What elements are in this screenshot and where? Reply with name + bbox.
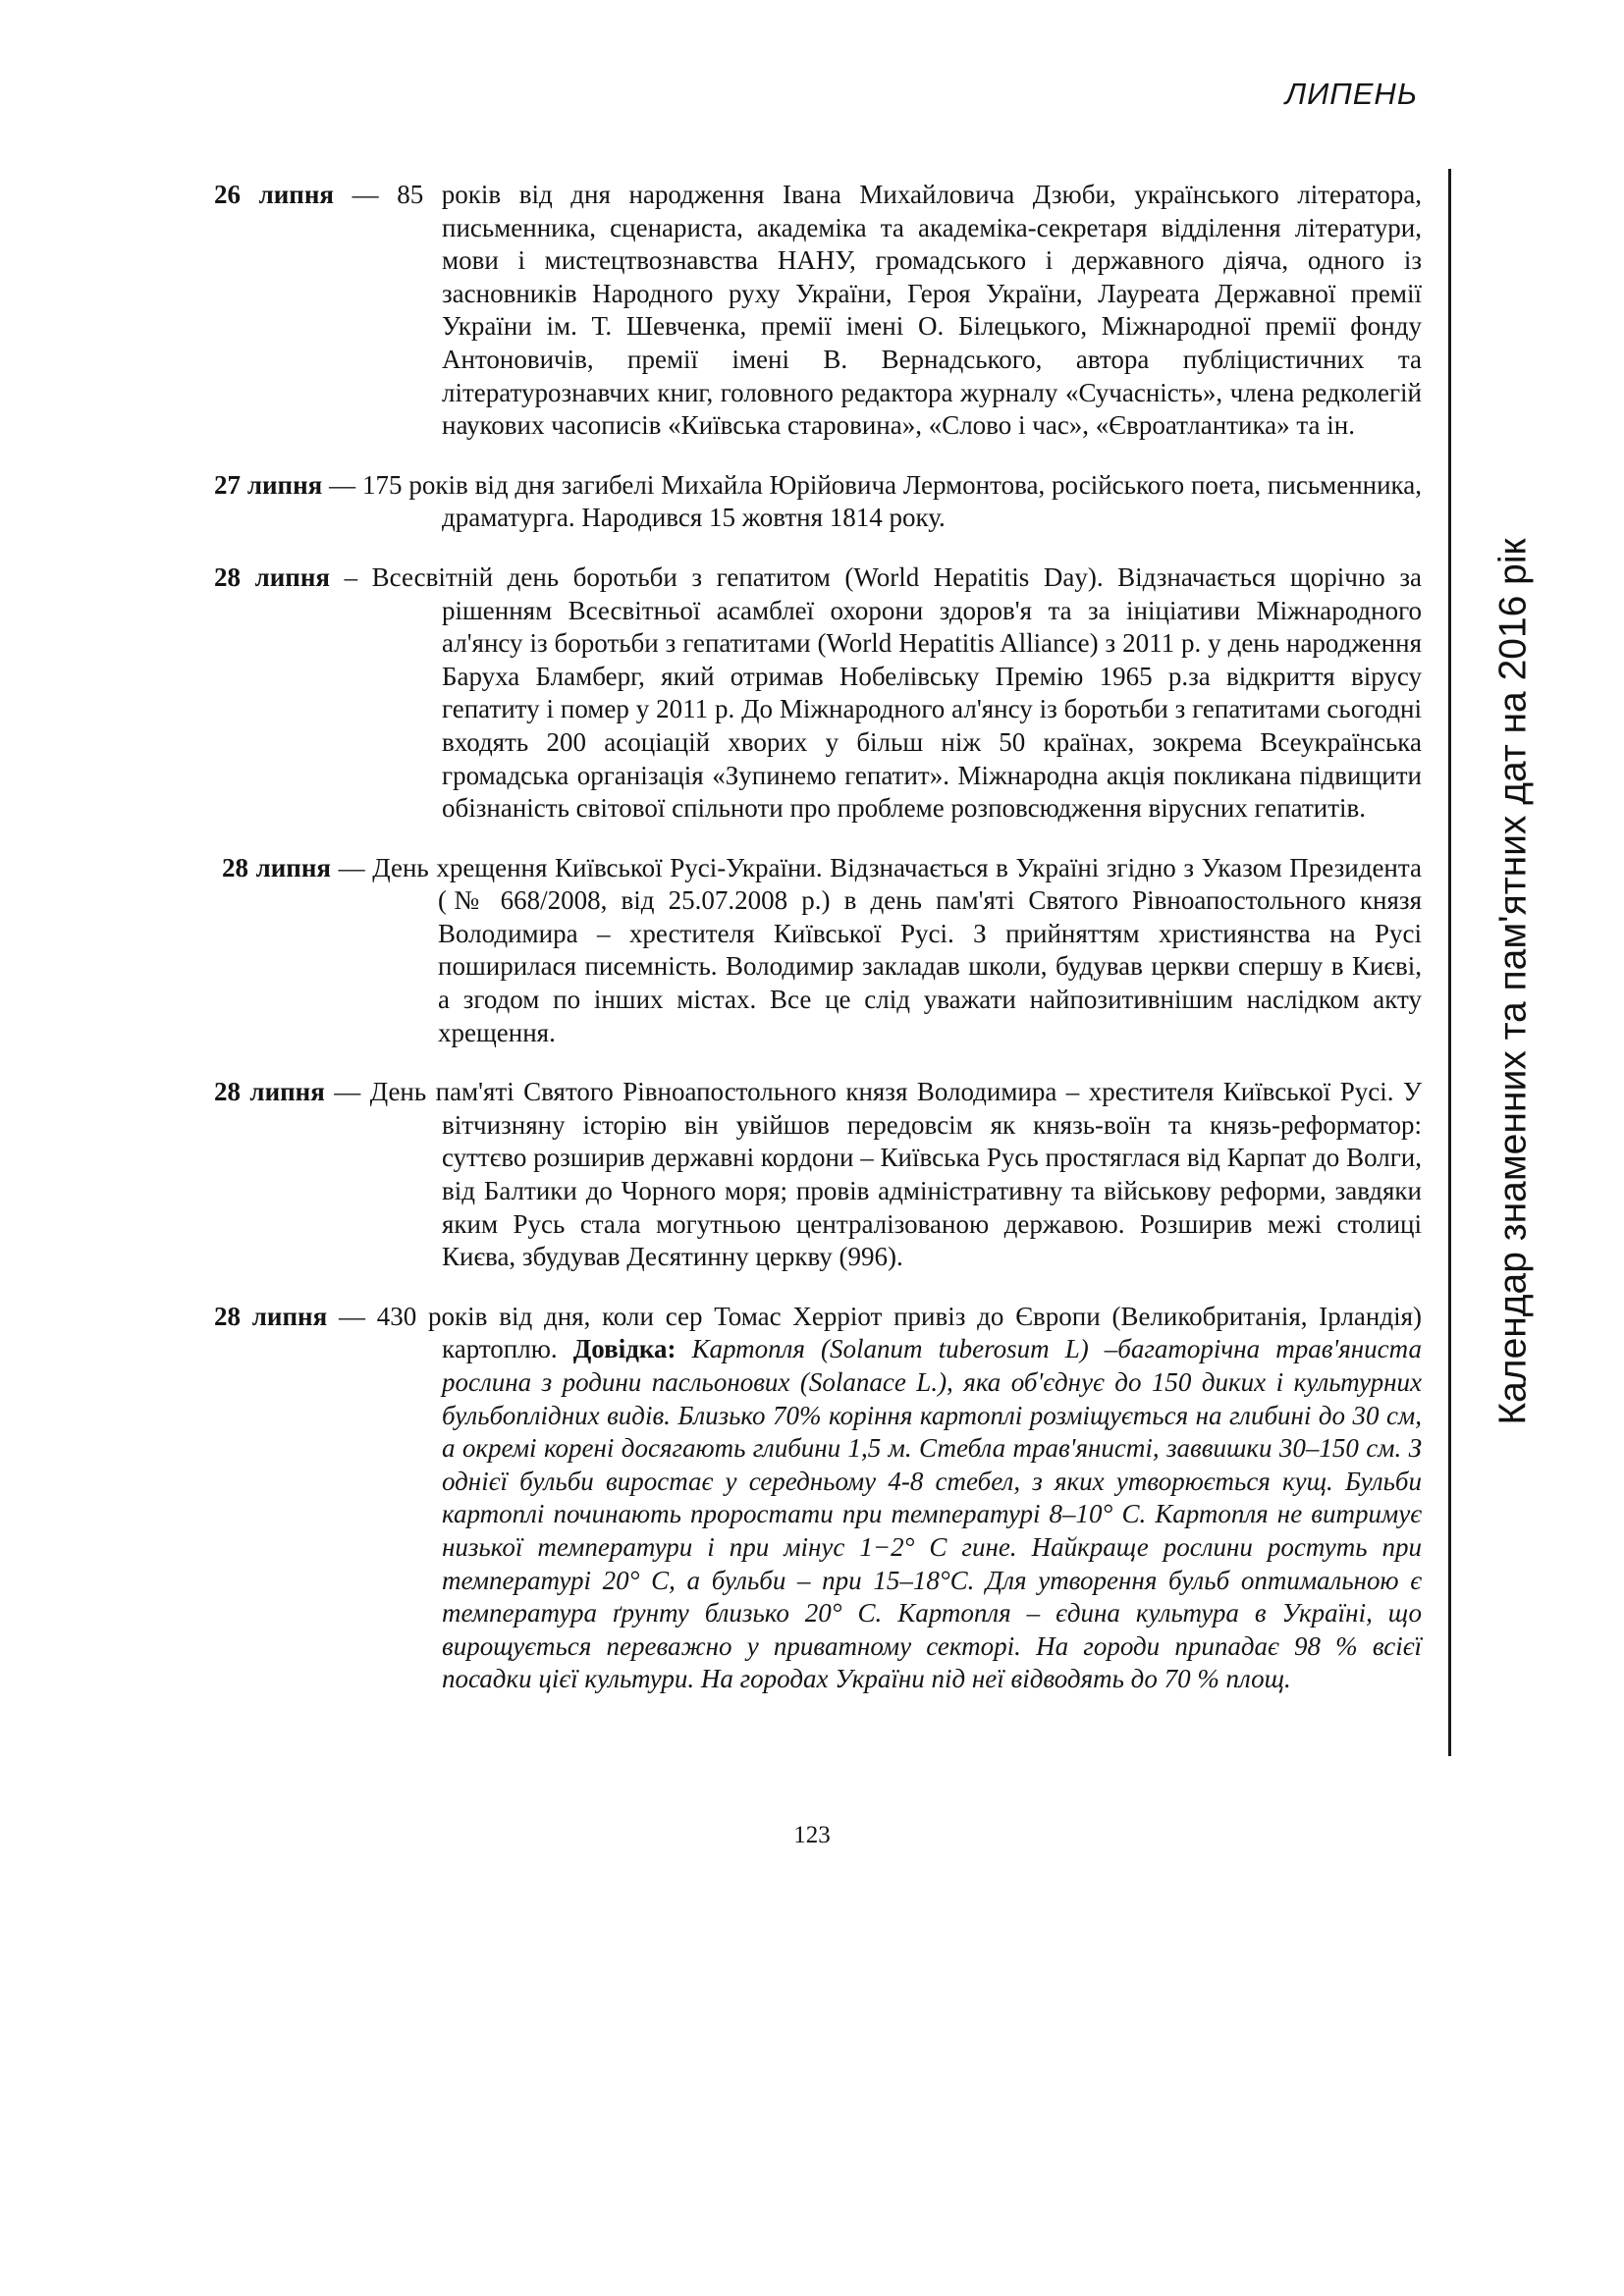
entry-separator: – bbox=[330, 561, 372, 592]
calendar-entry bbox=[214, 1301, 1422, 1696]
side-vertical-rule bbox=[1448, 169, 1451, 1756]
main-content bbox=[214, 152, 1422, 1702]
entry-separator: — bbox=[334, 180, 398, 209]
entry-separator: — bbox=[331, 852, 373, 882]
calendar-entry bbox=[214, 852, 1422, 1050]
entry-date: 26 липня bbox=[214, 180, 335, 209]
entry-date: 28 липня bbox=[214, 1301, 328, 1331]
entry-separator: — bbox=[324, 1077, 370, 1107]
entry-separator: — bbox=[327, 1301, 377, 1331]
entry-separator: — bbox=[322, 469, 362, 500]
calendar-entry bbox=[214, 1076, 1422, 1274]
reference-text: Картопля (Solanum tuberosum L) –багаторічна трав'яниста рослина з родини пасльонових (Solanace L.), яка об'єднує до 150 диких і культурних бульбоплідних видів. Близько 70% коріння картоплі розміщується на глибині до 30 см, а окремі корені досягають глибини 1,5 м. Стебла трав'янисті, заввишки 30–150 см. З однієї бульби виростає у середньому 4-8 стебел, з яких утворюється кущ. Бульби картоплі починають проростати при температурі 8–10° С. Картопля не витримує низької температури і при мінус 1−2° С гине. Найкраще рослини ростуть при температурі 20° С, а бульби – при 15–18°С. Для утворення бульб оптимальною є температура ґрунту близько 20° С. Картопля – єдина культура в Україні, що вирощується переважно у приватному секторі. На городи припадає 98 % всієї посадки цієї культури. На городах України під неї відводять до 70 % площ. bbox=[442, 1334, 1422, 1694]
entry-text: День пам'яті Святого Рівноапостольного князя Володимира – хрестителя Київської Русі. У вітчизняну історію він увійшов передовсім як князь-воїн та князь-реформатор: суттєво розширив державні кордони – Київська Русь простяглася від Карпат до Волги, від Балтики до Чорного моря; провів адміністративну та військову реформи, завдяки яким Русь стала могутньою централізованою державою. Розширив межі столиці Києва, збудував Десятинну церкву (996). bbox=[369, 1077, 1422, 1272]
running-header-month: ЛИПЕНЬ bbox=[1284, 77, 1418, 111]
entry-text: Всесвітній день боротьби з гепатитом (World Hepatitis Day). Відзначається щорічно за рішенням Всесвітньої асамблеї охорони здоров'я та за ініціативи Міжнародного ал'янсу із боротьби з гепатитами (World Hepatitis Alliance) з 2011 р. у день народження Баруха Бламберг, який отримав Нобелівську Премію 1965 р.за відкриття вірусу гепатиту і помер у 2011 р. До Міжнародного ал'янсу із боротьби з гепатитами сьогодні входять 200 асоціацій хворих у більш ніж 50 країнах, зокрема Всеукраїнська громадська організація «Зупинемо гепатит». Міжнародна акція покликана підвищити обізнаність світової спільноти про проблеме розповсюдження вірусних гепатитів. bbox=[371, 561, 1422, 824]
calendar-entry bbox=[214, 469, 1422, 535]
calendar-entry bbox=[214, 561, 1422, 826]
entry-text: 85 років від дня народження Івана Михайловича Дзюби, українського літератора, письменника, сценариста, академіка та академіка-секретаря відділення літератури, мови і мистецтвознавства НАНУ, громадського і державного діяча, одного із засновників Народного руху України, Героя України, Лауреата Державної премії України ім. Т. Шевченка, премії імені О. Білецького, Міжнародної премії фонду Антоновичів, премії імені В. Вернадського, автора публіцистичних та літературознавчих книг, головного редактора журналу «Сучасність», члена редколегій наукових часописів «Київська старовина», «Слово і час», «Євроатлантика» та ін. bbox=[397, 180, 1423, 441]
side-running-title: Календар знаменних та пам'ятних дат на 2016 рік bbox=[1492, 538, 1536, 1425]
entry-date: 28 липня bbox=[214, 561, 330, 592]
entry-text: 430 років від дня, коли сер Томас Херріот привіз до Європи (Великобританія, Ірландія) картоплю. bbox=[376, 1301, 1422, 1364]
page-number: 123 bbox=[793, 1822, 831, 1848]
side-title-container bbox=[1470, 481, 1558, 1482]
entry-date: 28 липня bbox=[214, 1077, 325, 1107]
entry-date: 27 липня bbox=[214, 469, 323, 500]
calendar-entry bbox=[214, 179, 1422, 443]
entry-text: 175 років від дня загибелі Михайла Юрійовича Лермонтова, російського поета, письменника, драматурга. Народився 15 жовтня 1814 року. bbox=[362, 469, 1422, 533]
reference-label: Довідка: bbox=[572, 1334, 677, 1364]
entry-text: День хрещення Київської Русі-України. Відзначається в Україні згідно з Указом Президента (№ 668/2008, від 25.07.2008 р.) в день пам'яті Святого Рівноапостольного князя Володимира – хрестителя Київської Русі. З прийняттям християнства на Русі поширилася писемність. Володимир закладав школи, будував церкви спершу в Києві, а згодом по інших містах. Все це слід уважати найпозитивнішим наслідком акту хрещення. bbox=[372, 852, 1422, 1047]
entry-date: 28 липня bbox=[222, 852, 332, 882]
